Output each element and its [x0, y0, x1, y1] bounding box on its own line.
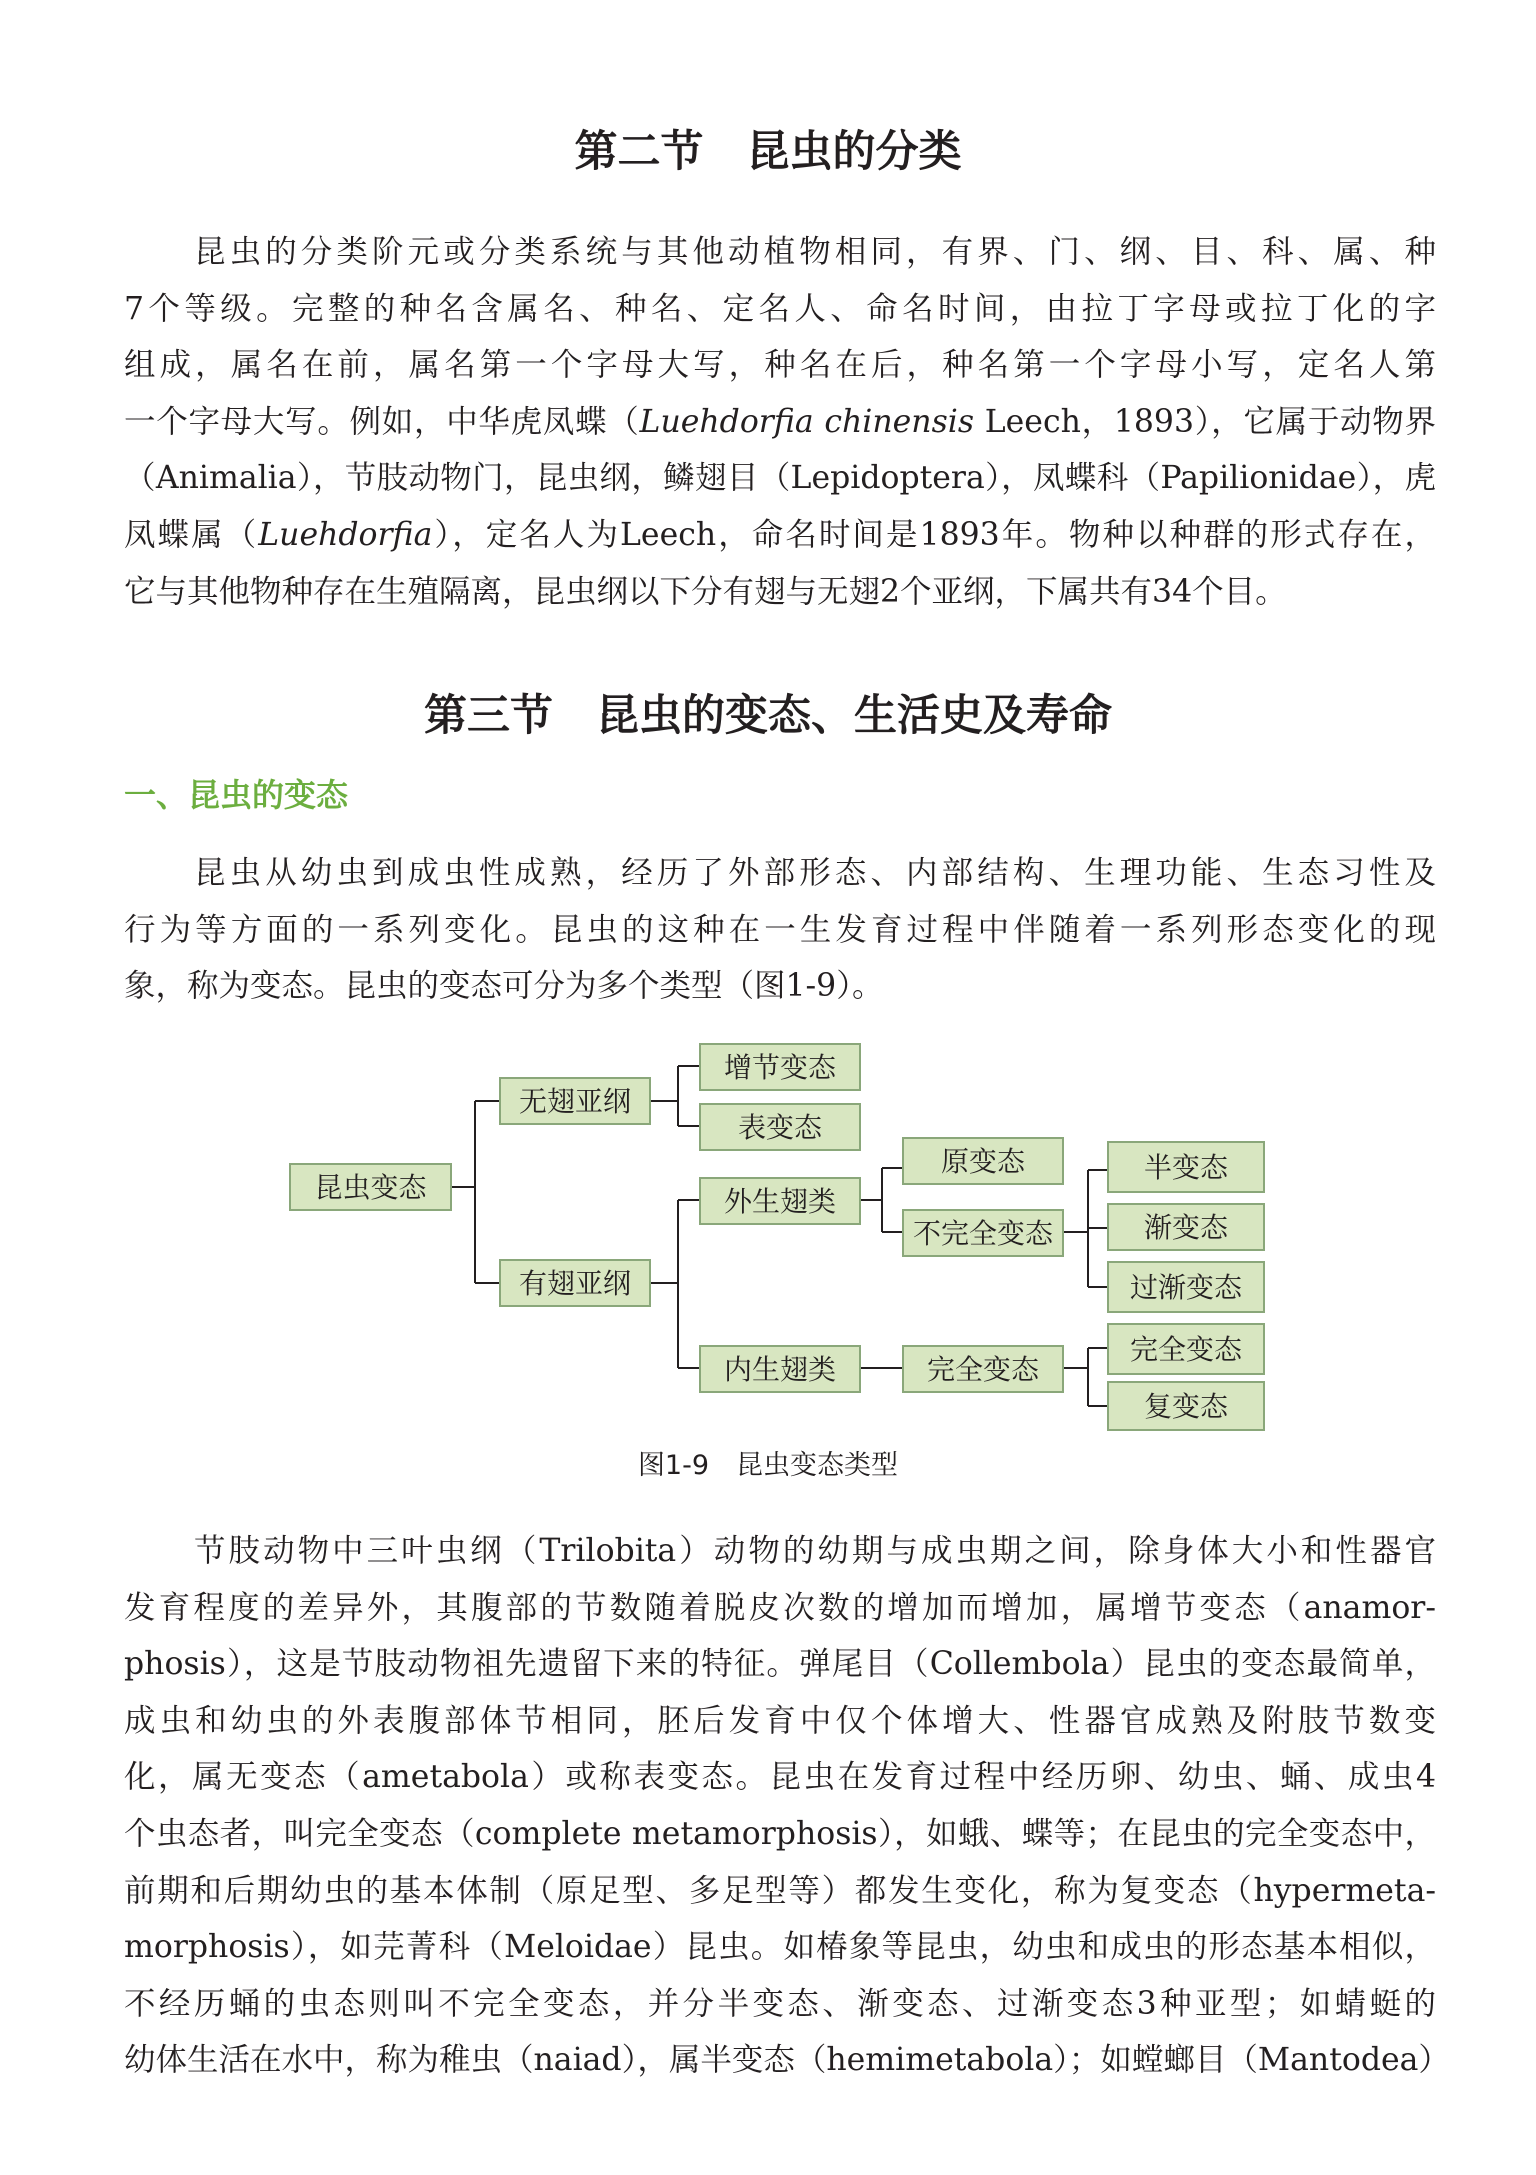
node-complete-mid [903, 1346, 1063, 1392]
intro-paragraph-line: 昆虫从幼虫到成虫性成熟，经历了外部形态、内部结构、生理功能、生态习性及 [194, 855, 1436, 891]
node-anamorphosis [700, 1044, 860, 1090]
body-paragraph-line: 成虫和幼虫的外表腹部体节相同，胚后发育中仅个体增大、性器官成熟及附肢节数变 [124, 1702, 1436, 1739]
node-hemimetabola [1108, 1142, 1264, 1192]
node-epimorphosis [700, 1104, 860, 1150]
body-paragraph [124, 1523, 1450, 2089]
section2-paragraph [124, 224, 1436, 620]
node-label: 复变态 [1143, 1390, 1229, 1423]
node-label: 完全变态 [1129, 1333, 1243, 1366]
text-segment: Leech，1893），它属于动物界 [974, 403, 1436, 440]
italic-genus-name: Luehdorfia [258, 516, 433, 553]
body-paragraph-line: 节肢动物中三叶虫纲（Trilobita）动物的幼期与成虫期之间，除身体大小和性器官 [194, 1533, 1436, 1569]
section2-paragraph-line [124, 507, 1436, 564]
node-pterygota [500, 1260, 650, 1306]
body-paragraph-line: 不经历蛹的虫态则叫不完全变态，并分半变态、渐变态、过渐变态3种亚型；如蜻蜓的 [124, 1985, 1436, 2022]
node-label: 半变态 [1143, 1151, 1229, 1184]
section2-title: 第二节 昆虫的分类 [574, 127, 962, 177]
intro-paragraph-line: 行为等方面的一系列变化。昆虫的这种在一生发育过程中伴随着一系列形态变化的现 [124, 911, 1436, 948]
node-prometabola [903, 1138, 1063, 1184]
node-label: 表变态 [737, 1111, 823, 1144]
node-label: 原变态 [940, 1145, 1026, 1178]
section2-paragraph-line: 昆虫的分类阶元或分类系统与其他动植物相同，有界、门、纲、目、科、属、种 [194, 234, 1436, 270]
figure-caption: 图1-9 昆虫变态类型 [637, 1450, 899, 1481]
body-paragraph-line: morphosis），如芫菁科（Meloidae）昆虫。如椿象等昆虫，幼虫和成虫的形态基本相似， [124, 1929, 1436, 1966]
body-paragraph-line: 化，属无变态（ametabola）或称表变态。昆虫在发育过程中经历卵、幼虫、蛹、成虫4 [124, 1759, 1436, 1796]
node-label: 有翅亚纲 [518, 1267, 632, 1300]
body-paragraph-line: 幼体生活在水中，称为稚虫（naiad），属半变态（hemimetabola）；如螳螂目（Mantodea） [124, 2042, 1450, 2079]
body-paragraph-line: 个虫态者，叫完全变态（complete metamorphosis），如蛾、蝶等；在昆虫的完全变态中， [124, 1815, 1436, 1852]
section3-title: 第三节 昆虫的变态、生活史及寿命 [424, 691, 1112, 741]
node-holometabola [1108, 1324, 1264, 1374]
node-hypermetamorphosis [1108, 1382, 1264, 1430]
node-neometabola [1108, 1262, 1264, 1312]
intro-paragraph-line: 象，称为变态。昆虫的变态可分为多个类型（图1-9）。 [124, 968, 884, 1005]
node-label: 内生翅类 [723, 1353, 837, 1386]
metamorphosis-diagram [0, 1040, 1536, 1440]
node-label: 完全变态 [926, 1353, 1040, 1386]
node-label: 无翅亚纲 [518, 1085, 632, 1118]
node-root [290, 1164, 451, 1210]
body-paragraph-line: 前期和后期幼虫的基本体制（原足型、多足型等）都发生变化，称为复变态（hypermeta- [124, 1872, 1436, 1909]
node-label: 过渐变态 [1129, 1271, 1243, 1304]
node-label: 渐变态 [1143, 1211, 1229, 1244]
intro-paragraph [124, 845, 1436, 1015]
section2-paragraph-line: 7个等级。完整的种名含属名、种名、定名人、命名时间，由拉丁字母或拉丁化的字 [124, 290, 1436, 327]
text-segment: 凤蝶属（ [124, 516, 259, 553]
body-paragraph-line: 发育程度的差异外，其腹部的节数随着脱皮次数的增加而增加，属增节变态（anamor- [124, 1589, 1436, 1626]
node-apterygota [500, 1078, 650, 1124]
italic-genus-name: Luehdorfia chinensis [639, 403, 975, 440]
node-endopterygota [700, 1346, 860, 1392]
node-label: 不完全变态 [912, 1217, 1054, 1250]
node-paurometabola [1108, 1204, 1264, 1250]
node-label: 外生翅类 [723, 1185, 837, 1218]
node-exopterygota [700, 1178, 860, 1224]
section2-paragraph-line: （Animalia），节肢动物门，昆虫纲，鳞翅目（Lepidoptera），凤蝶科（Papilionidae），虎 [124, 460, 1436, 497]
node-label: 增节变态 [723, 1051, 837, 1084]
node-label: 昆虫变态 [314, 1171, 427, 1204]
section2-paragraph-line: 它与其他物种存在生殖隔离，昆虫纲以下分有翅与无翅2个亚纲，下属共有34个目。 [124, 573, 1287, 610]
node-incomplete [903, 1210, 1063, 1256]
subheading-metamorphosis: 一、昆虫的变态 [124, 776, 349, 814]
body-paragraph-line: phosis），这是节肢动物祖先遗留下来的特征。弹尾目（Collembola）昆虫的变态最简单， [124, 1646, 1436, 1683]
section2-paragraph-line [124, 394, 1436, 451]
section2-paragraph-line: 组成，属名在前，属名第一个字母大写，种名在后，种名第一个字母小写，定名人第 [124, 347, 1436, 384]
text-segment: 一个字母大写。例如，中华虎凤蝶（ [124, 403, 640, 440]
text-segment: ），定名人为Leech，命名时间是1893年。物种以种群的形式存在， [432, 516, 1436, 553]
